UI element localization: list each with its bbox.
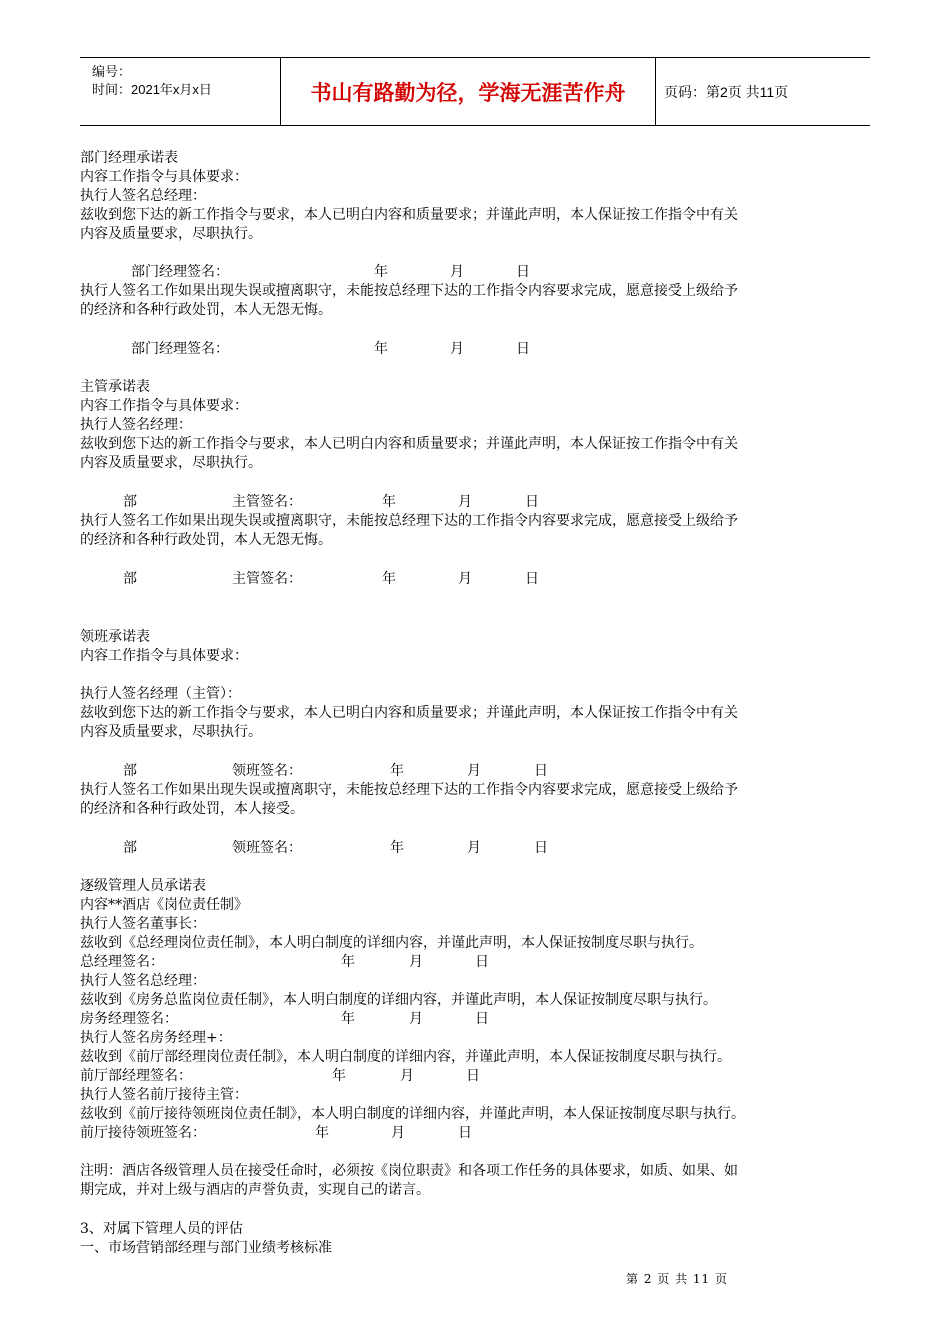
- signature-label: 前厅部经理签名：: [80, 1068, 192, 1084]
- day-label: 日: [516, 264, 530, 280]
- month-label: 月: [450, 264, 464, 280]
- section-heading: 3、对属下管理人员的评估: [80, 1221, 243, 1237]
- paragraph-line: 的经济和各种行政处罚，本人接受。: [80, 801, 304, 817]
- page-footer: 第 2 页 共 11 页: [626, 1272, 728, 1286]
- month-label: 月: [458, 494, 472, 510]
- day-label: 日: [534, 763, 548, 779]
- dept-label: 部: [123, 840, 137, 856]
- note-line: 期完成，并对上级与酒店的声誉负责，实现自己的诺言。: [80, 1182, 430, 1198]
- year-label: 年: [382, 494, 396, 510]
- paragraph-line: 兹收到您下达的新工作指令与要求，本人已明白内容和质量要求；并谨此声明，本人保证按工作指令中有关: [80, 705, 738, 721]
- section-title: 部门经理承诺表: [80, 150, 178, 166]
- year-label: 年: [382, 571, 396, 587]
- signer-line: 执行人签名经理：: [80, 417, 192, 433]
- month-label: 月: [409, 1011, 423, 1027]
- content-line: 内容工作指令与具体要求：: [80, 648, 248, 664]
- paragraph-line: 的经济和各种行政处罚，本人无怨无悔。: [80, 302, 332, 318]
- month-label: 月: [400, 1068, 414, 1084]
- subsection-heading: 一、市场营销部经理与部门业绩考核标准: [80, 1240, 332, 1256]
- signer-line: 执行人签名总经理：: [80, 973, 206, 989]
- paragraph-line: 内容及质量要求，尽职执行。: [80, 226, 262, 242]
- month-label: 月: [409, 954, 423, 970]
- day-label: 日: [534, 840, 548, 856]
- year-label: 年: [374, 264, 388, 280]
- signer-line: 执行人签名房务经理+：: [80, 1030, 232, 1046]
- content-line: 内容工作指令与具体要求：: [80, 398, 248, 414]
- motto-text: 书山有路勤为径，学海无涯苦作舟: [310, 80, 626, 105]
- dept-label: 部: [123, 763, 137, 779]
- day-label: 日: [475, 954, 489, 970]
- signature-label: 部门经理签名：: [131, 264, 229, 280]
- paragraph-line: 执行人签名工作如果出现失误或擅离职守，未能按总经理下达的工作指令内容要求完成，愿意接受上级给予: [80, 513, 738, 529]
- section-title: 逐级管理人员承诺表: [80, 878, 206, 894]
- paragraph-line: 兹收到《房务总监岗位责任制》，本人明白制度的详细内容，并谨此声明，本人保证按制度尽职与执行。: [80, 992, 717, 1008]
- signature-label: 领班签名：: [232, 763, 302, 779]
- signer-line: 执行人签名总经理：: [80, 188, 206, 204]
- signature-label: 领班签名：: [232, 840, 302, 856]
- signature-label: 房务经理签名：: [80, 1011, 178, 1027]
- day-label: 日: [525, 571, 539, 587]
- document-time-label: 时间：2021年x月x日: [92, 82, 212, 97]
- note-line: 注明：酒店各级管理人员在接受任命时，必须按《岗位职责》和各项工作任务的具体要求，如质、如果、如: [80, 1163, 738, 1179]
- paragraph-line: 兹收到您下达的新工作指令与要求，本人已明白内容和质量要求；并谨此声明，本人保证按工作指令中有关: [80, 207, 738, 223]
- section-title: 主管承诺表: [80, 379, 150, 395]
- section-title: 领班承诺表: [80, 629, 150, 645]
- signer-line: 执行人签名经理（主管）：: [80, 686, 241, 702]
- day-label: 日: [466, 1068, 480, 1084]
- paragraph-line: 执行人签名工作如果出现失误或擅离职守，未能按总经理下达的工作指令内容要求完成，愿意接受上级给予: [80, 782, 738, 798]
- month-label: 月: [391, 1125, 405, 1141]
- dept-label: 部: [123, 571, 137, 587]
- day-label: 日: [516, 341, 530, 357]
- year-label: 年: [390, 763, 404, 779]
- paragraph-line: 兹收到您下达的新工作指令与要求，本人已明白内容和质量要求；并谨此声明，本人保证按工作指令中有关: [80, 436, 738, 452]
- year-label: 年: [390, 840, 404, 856]
- signature-label: 总经理签名：: [80, 954, 164, 970]
- header-page-cell: [655, 58, 870, 125]
- paragraph-line: 兹收到《前厅部经理岗位责任制》，本人明白制度的详细内容，并谨此声明，本人保证按制度尽职与执行。: [80, 1049, 731, 1065]
- signature-label: 主管签名：: [232, 494, 302, 510]
- header-left-cell: [80, 58, 280, 125]
- signer-line: 执行人签名董事长：: [80, 916, 206, 932]
- paragraph-line: 执行人签名工作如果出现失误或擅离职守，未能按总经理下达的工作指令内容要求完成，愿意接受上级给予: [80, 283, 738, 299]
- year-label: 年: [315, 1125, 329, 1141]
- signature-label: 前厅接待领班签名：: [80, 1125, 206, 1141]
- page-header: [80, 57, 870, 126]
- content-line: 内容工作指令与具体要求：: [80, 169, 248, 185]
- document-number-label: 编号：: [92, 64, 132, 79]
- day-label: 日: [525, 494, 539, 510]
- content-line: 内容**酒店《岗位责任制》: [80, 897, 248, 913]
- paragraph-line: 兹收到《总经理岗位责任制》，本人明白制度的详细内容，并谨此声明，本人保证按制度尽职与执行。: [80, 935, 703, 951]
- signature-label: 主管签名：: [232, 571, 302, 587]
- month-label: 月: [467, 763, 481, 779]
- year-label: 年: [374, 341, 388, 357]
- year-label: 年: [341, 954, 355, 970]
- signer-line: 执行人签名前厅接待主管：: [80, 1087, 248, 1103]
- signature-label: 部门经理签名：: [131, 341, 229, 357]
- day-label: 日: [475, 1011, 489, 1027]
- dept-label: 部: [123, 494, 137, 510]
- year-label: 年: [332, 1068, 346, 1084]
- month-label: 月: [467, 840, 481, 856]
- paragraph-line: 兹收到《前厅接待领班岗位责任制》，本人明白制度的详细内容，并谨此声明，本人保证按制度尽职与执行。: [80, 1106, 745, 1122]
- year-label: 年: [341, 1011, 355, 1027]
- month-label: 月: [458, 571, 472, 587]
- paragraph-line: 内容及质量要求，尽职执行。: [80, 455, 262, 471]
- day-label: 日: [458, 1125, 472, 1141]
- month-label: 月: [450, 341, 464, 357]
- paragraph-line: 的经济和各种行政处罚，本人无怨无悔。: [80, 532, 332, 548]
- header-motto-cell: [280, 58, 656, 125]
- paragraph-line: 内容及质量要求，尽职执行。: [80, 724, 262, 740]
- page-info: 页码：第2页 共11页: [664, 83, 789, 100]
